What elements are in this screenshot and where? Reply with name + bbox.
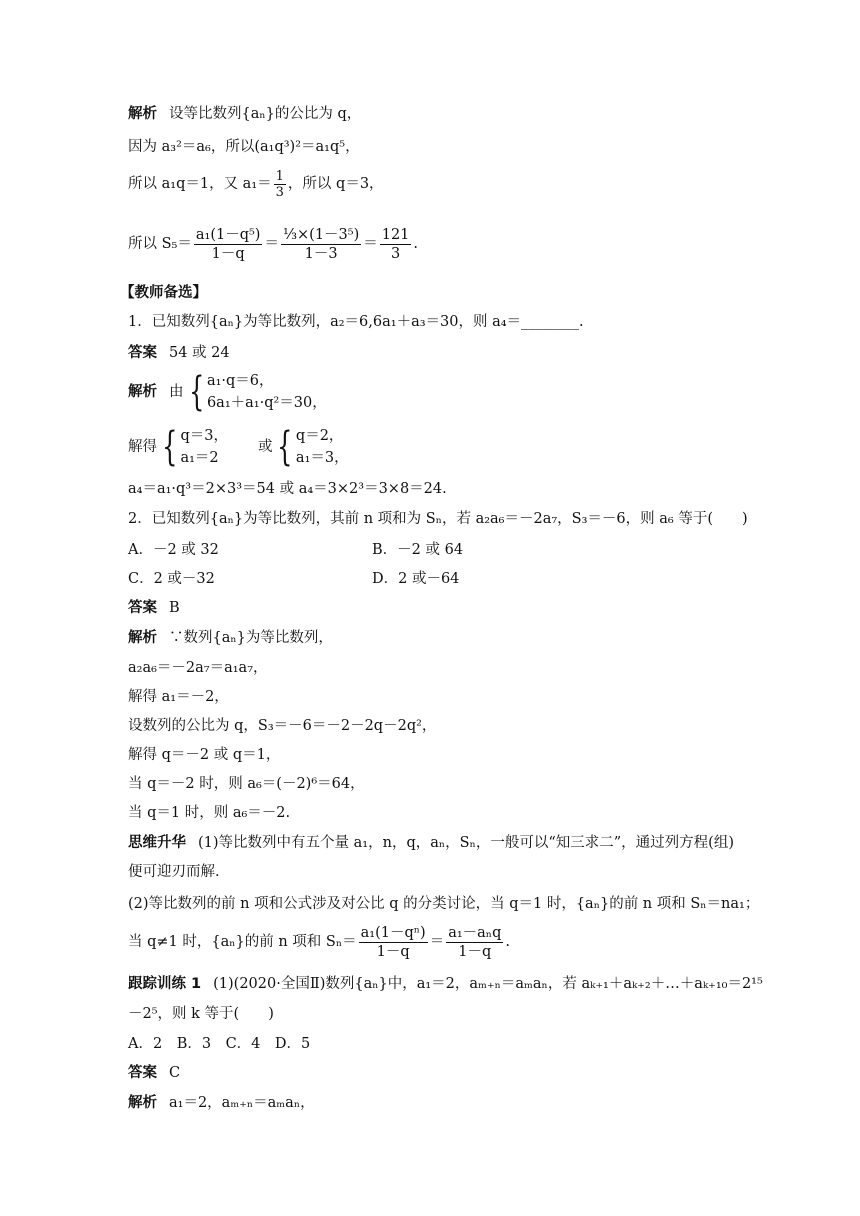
frac-num: 121 (381, 226, 410, 243)
teacher-section-title: 【教师备选】 (120, 285, 207, 301)
frac-num: a₁(1－qⁿ) (360, 924, 426, 941)
solve-pre: 解得 (128, 439, 157, 455)
q2-answer (128, 598, 180, 618)
answer-value: C (169, 1065, 181, 1081)
analysis-text: ∵数列{aₙ}为等比数列， (169, 630, 333, 646)
sum-fraction-1 (359, 924, 428, 961)
analysis-text: 设等比数列{aₙ}的公比为 q， (169, 106, 362, 122)
q1-answer (128, 343, 230, 363)
line3-pre: 所以 a₁q＝1，又 a₁＝ (128, 176, 272, 192)
q2-analysis-1 (128, 628, 333, 648)
q2-option-d: D．2 或－64 (372, 571, 460, 587)
practice-text: (1)(2020·全国Ⅱ)数列{aₙ}中，a₁＝2，aₘ₊ₙ＝aₘaₙ，若 aₖ₊₁＋aₖ₊₂＋…＋aₖ₊₁₀＝2¹⁵ (213, 976, 763, 992)
equation-system (184, 370, 327, 414)
answer-value: B (169, 600, 180, 616)
analysis-text: a₁＝2，aₘ₊ₙ＝aₘaₙ， (169, 1095, 315, 1111)
answer-label: 答案 (128, 1065, 157, 1081)
fraction-one-third (274, 169, 286, 200)
summary-l4-end: . (505, 934, 510, 950)
solution-system-1 (157, 425, 228, 469)
analysis-line-3 (128, 166, 384, 202)
system-row: a₁＝3， (295, 450, 349, 466)
practice-analysis (128, 1093, 315, 1113)
line4-end: . (413, 236, 419, 252)
q2-analysis-4: 设数列的公比为 q，S₃＝－6＝－2－2q－2q²， (128, 718, 437, 734)
sum-fraction-2 (446, 924, 503, 961)
frac-num: a₁(1－q⁵) (195, 226, 261, 243)
summary-line-3: (2)等比数列的前 n 项和公式涉及对公比 q 的分类讨论，当 q＝1 时，{aₙ}的前 n 项和 Sₙ＝na₁； (128, 896, 760, 912)
summary-line-1 (128, 833, 734, 853)
frac-num: ⅓×(1－3⁵) (282, 226, 360, 243)
q2-analysis-7: 当 q＝1 时，则 a₆＝－2. (128, 805, 291, 821)
summary-text: (1)等比数列中有五个量 a₁，n，q，aₙ，Sₙ，一般可以“知三求二”，通过列方程(组) (198, 835, 734, 851)
q1-conclusion: a₄＝a₁·q³＝2×3³＝54 或 a₄＝3×2³＝3×8＝24. (128, 481, 447, 497)
substituted-fraction (281, 226, 361, 263)
system-row: q＝2， (295, 428, 344, 444)
practice-options: A．2 B．3 C．4 D．5 (128, 1036, 311, 1052)
solution-system-2 (272, 425, 348, 469)
q2-stem: 2．已知数列{aₙ}为等比数列，其前 n 项和为 Sₙ，若 a₂a₆＝－2a₇，S₃＝－6，则 a₆ 等于( ) (128, 511, 748, 527)
left-brace-icon: { (162, 424, 178, 470)
practice-line-2: －2⁵，则 k 等于( ) (128, 1006, 274, 1022)
equals: ＝ (264, 236, 279, 252)
equals: ＝ (429, 934, 445, 950)
q2-option-c: C．2 或－32 (128, 571, 215, 587)
frac-den: 1－q (376, 943, 410, 960)
frac-den: 1－q (211, 245, 245, 262)
frac-den: 1－3 (304, 245, 338, 262)
summary-label: 思维升华 (128, 835, 186, 851)
system-row: a₁＝2 (180, 450, 219, 466)
analysis-label: 解析 (128, 384, 157, 400)
analysis-label: 解析 (128, 630, 157, 646)
practice-answer (128, 1063, 180, 1083)
answer-label: 答案 (128, 345, 157, 361)
left-brace-icon: { (188, 369, 204, 415)
by-text: 由 (169, 384, 184, 400)
line3-post: ，所以 q＝3， (287, 176, 384, 192)
q1-analysis (128, 370, 327, 414)
q2-option-a: A．－2 或 32 (128, 542, 219, 558)
system-row: a₁·q＝6， (206, 373, 274, 389)
q2-option-b: B．－2 或 64 (372, 542, 464, 558)
analysis-line-1 (128, 104, 361, 124)
analysis-line-4 (128, 222, 418, 266)
answer-label: 答案 (128, 600, 157, 616)
analysis-label: 解析 (128, 106, 157, 122)
or-text: 或 (257, 439, 273, 455)
summary-l4-pre: 当 q≠1 时，{aₙ}的前 n 项和 Sₙ＝ (128, 934, 357, 950)
practice-label: 跟踪训练 1 (128, 976, 202, 992)
left-brace-icon: { (277, 424, 293, 470)
analysis-line-2: 因为 a₃²＝a₆，所以(a₁q³)²＝a₁q⁵， (128, 139, 360, 155)
frac-num: 1 (275, 168, 284, 184)
q2-analysis-3: 解得 a₁＝－2， (128, 689, 229, 705)
summary-line-4 (128, 920, 510, 964)
summary-line-2: 便可迎刃而解. (128, 864, 220, 880)
frac-den: 1－q (458, 943, 492, 960)
q2-analysis-2: a₂a₆＝－2a₇＝a₁a₇， (128, 660, 268, 676)
frac-den: 3 (390, 245, 401, 262)
equals: ＝ (363, 236, 378, 252)
q2-analysis-5: 解得 q＝－2 或 q＝1， (128, 747, 281, 763)
frac-den: 3 (275, 184, 284, 200)
q1-stem: 1．已知数列{aₙ}为等比数列，a₂＝6,6a₁＋a₃＝30，则 a₄＝________. (128, 314, 584, 330)
sum-formula-fraction (194, 226, 263, 263)
result-fraction (380, 226, 412, 263)
practice-line-1 (128, 974, 763, 994)
frac-num: a₁－aₙq (448, 924, 502, 941)
system-row: q＝3， (180, 428, 228, 444)
line4-pre: 所以 S₅＝ (128, 236, 192, 252)
q2-analysis-6: 当 q＝－2 时，则 a₆＝(－2)⁶＝64， (128, 776, 365, 792)
answer-value: 54 或 24 (169, 345, 230, 361)
q1-solution (128, 425, 349, 469)
analysis-label: 解析 (128, 1095, 157, 1111)
system-row: 6a₁＋a₁·q²＝30， (206, 395, 327, 411)
